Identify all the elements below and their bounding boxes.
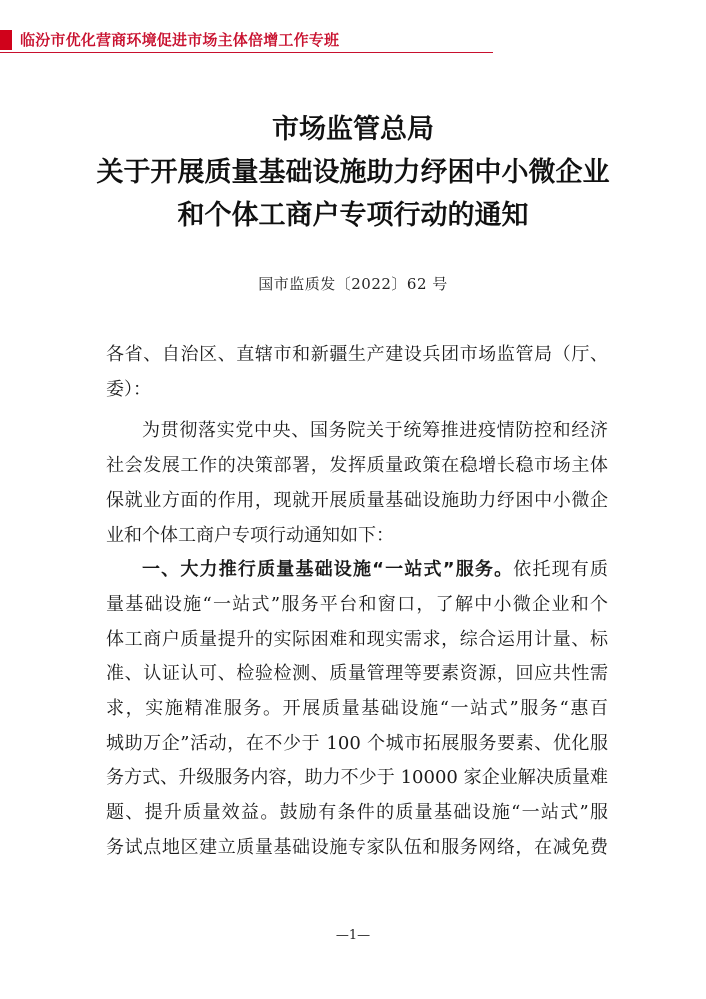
section-1-first-tail: 依托现有质	[513, 559, 608, 580]
intro-line: 社会发展工作的决策部署，发挥质量政策在稳增长稳市场主体	[106, 455, 608, 476]
section-1-line: 务试点地区建立质量基础设施专家队伍和服务网络，在减免费	[106, 837, 608, 858]
addressee-line: 各省、自治区、直辖市和新疆生产建设兵团市场监管局（厅、	[106, 344, 608, 365]
intro-line: 为贯彻落实党中央、国务院关于统筹推进疫情防控和经济	[142, 420, 608, 441]
header-accent-bar	[0, 30, 12, 50]
section-1-line: 体工商户质量提升的实际困难和现实需求，综合运用计量、标	[106, 629, 608, 650]
section-1-line: 量基础设施“一站式”服务平台和窗口，了解中小微企业和个	[106, 594, 608, 615]
title-line-3: 和个体工商户专项行动的通知	[177, 200, 529, 231]
intro-line: 业和个体工商户专项行动通知如下：	[106, 525, 394, 546]
title-line-2: 关于开展质量基础设施助力纾困中小微企业	[96, 157, 610, 188]
section-1-line: 准、认证认可、检验检测、质量管理等要素资源，回应共性需	[106, 663, 608, 684]
addressee-line: 委）：	[106, 379, 151, 400]
section-1-line: 题、提升质量效益。鼓励有条件的质量基础设施“一站式”服	[106, 802, 608, 823]
section-1-line: 求，实施精准服务。开展质量基础设施“一站式”服务“惠百	[106, 698, 608, 719]
section-1-line: 务方式、升级服务内容，助力不少于 10000 家企业解决质量难	[106, 767, 608, 788]
page-number: —1—	[335, 928, 371, 943]
title-line-1: 市场监管总局	[272, 114, 434, 145]
header-org-name: 临汾市优化营商环境促进市场主体倍增工作专班	[20, 31, 340, 49]
section-1-line: 城助万企”活动，在不少于 100 个城市拓展服务要素、优化服	[106, 733, 608, 754]
header-divider	[0, 52, 493, 53]
section-1-heading: 一、大力推行质量基础设施“一站式”服务。	[142, 559, 514, 580]
intro-line: 保就业方面的作用，现就开展质量基础设施助力纾困中小微企	[106, 490, 608, 511]
section-1-first-line	[142, 553, 608, 588]
document-number: 国市监质发〔2022〕62 号	[258, 275, 448, 293]
